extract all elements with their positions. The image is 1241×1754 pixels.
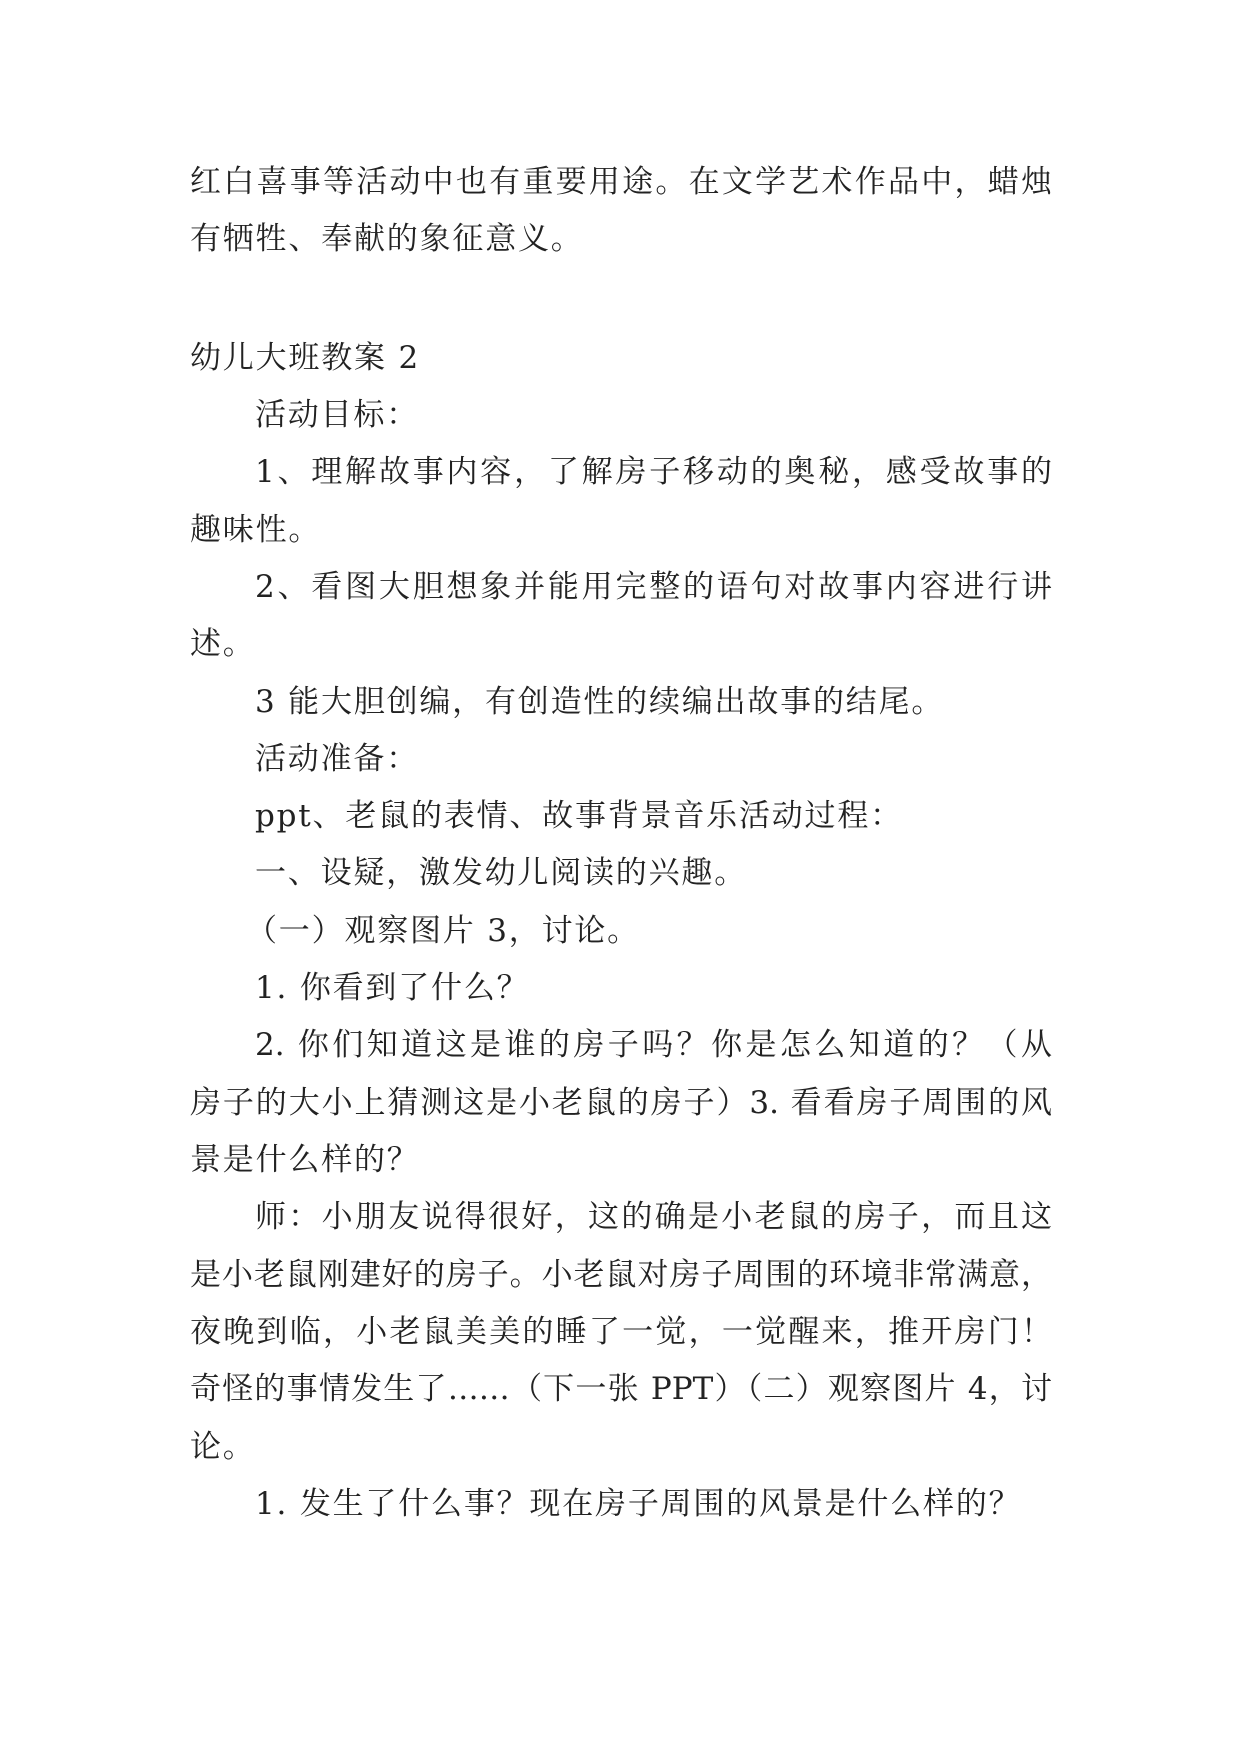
paragraph-line: ppt、老鼠的表情、故事背景音乐活动过程： (255, 798, 903, 834)
paragraph-line: （一）观察图片 3，讨论。 (246, 913, 640, 949)
paragraph-line: 1、理解故事内容，了解房子移动的奥秘，感受故事的 (255, 454, 1052, 490)
paragraph-line: 房子的大小上猜测这是小老鼠的房子）3. 看看房子周围的风 (190, 1085, 1052, 1121)
section-title: 幼儿大班教案 2 (190, 340, 420, 376)
paragraph-line: 活动目标： (255, 397, 419, 433)
paragraph-line: 师：小朋友说得很好，这的确是小老鼠的房子，而且这 (255, 1199, 1052, 1235)
paragraph-line: 论。 (190, 1429, 256, 1465)
paragraph-line: 有牺牲、奉献的象征意义。 (190, 221, 584, 257)
paragraph-line: 1. 发生了什么事？现在房子周围的风景是什么样的？ (255, 1486, 1022, 1522)
paragraph-line: 一、设疑，激发幼儿阅读的兴趣。 (255, 855, 747, 891)
paragraph-line: 是小老鼠刚建好的房子。小老鼠对房子周围的环境非常满意， (190, 1257, 1052, 1293)
paragraph-line: 3 能大胆创编，有创造性的续编出故事的结尾。 (255, 684, 945, 720)
paragraph-line: 1. 你看到了什么？ (255, 970, 530, 1006)
paragraph-line: 红白喜事等活动中也有重要用途。在文学艺术作品中，蜡烛 (190, 164, 1052, 200)
paragraph-line: 述。 (190, 626, 256, 662)
paragraph-line: 景是什么样的？ (190, 1142, 420, 1178)
paragraph-line: 奇怪的事情发生了……（下一张 PPT）（二）观察图片 4，讨 (190, 1371, 1052, 1407)
paragraph-line: 活动准备： (255, 741, 419, 777)
paragraph-line: 趣味性。 (190, 512, 322, 548)
paragraph-line: 2. 你们知道这是谁的房子吗？你是怎么知道的？（从 (255, 1027, 1052, 1063)
paragraph-line: 夜晚到临，小老鼠美美的睡了一觉，一觉醒来，推开房门！ (190, 1314, 1052, 1350)
paragraph-line: 2、看图大胆想象并能用完整的语句对故事内容进行讲 (255, 569, 1052, 605)
